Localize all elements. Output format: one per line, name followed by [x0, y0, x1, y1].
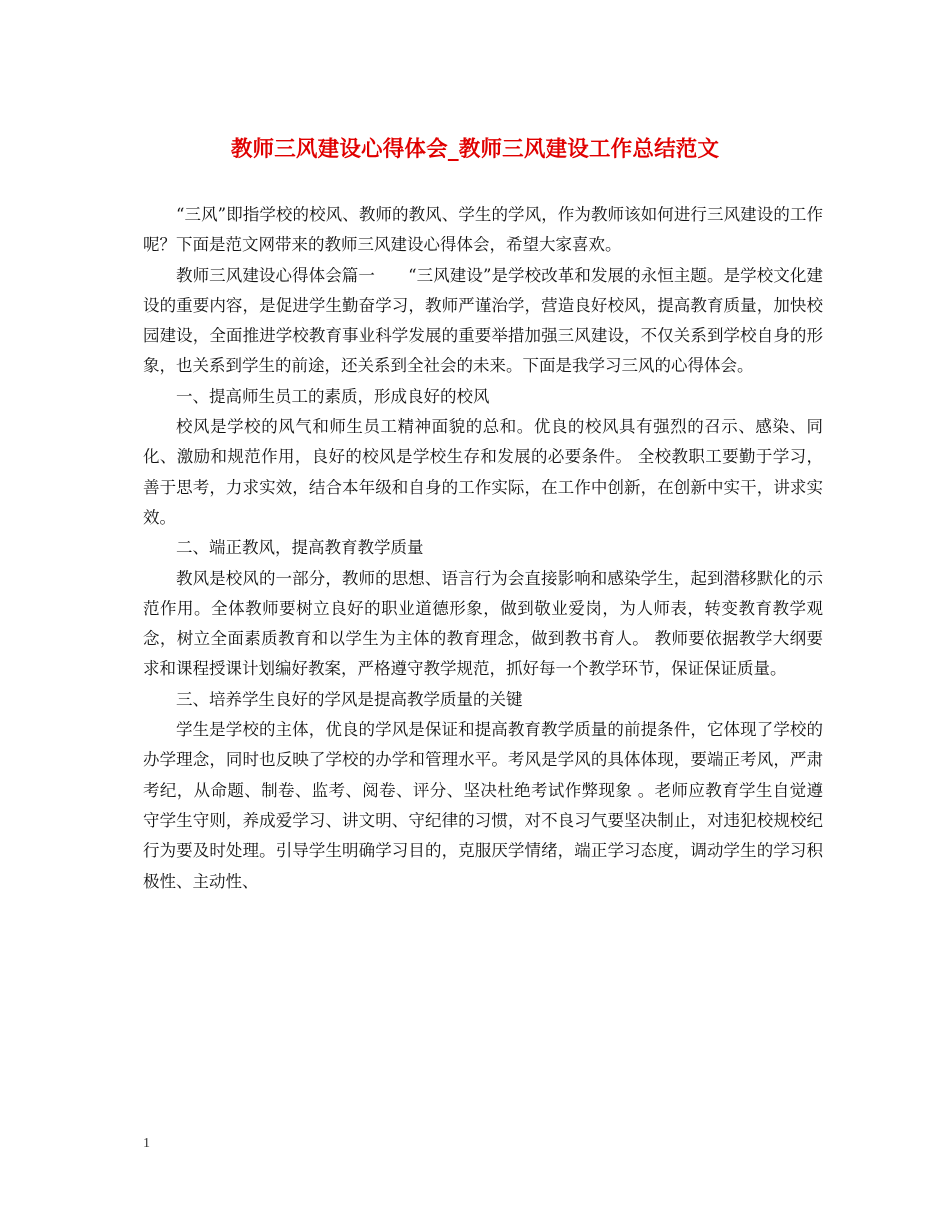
page-number: 1 [143, 1136, 150, 1151]
intro-paragraph: “三风”即指学校的校风、教师的教风、学生的学风，作为教师该如何进行三风建设的工作呢？下面是范文网带来的教师三风建设心得体会，希望大家喜欢。 [143, 205, 823, 255]
heading-study-spirit: 三、培养学生良好的学风是提高教学质量的关键 [176, 689, 523, 709]
teaching-spirit-paragraph: 教风是校风的一部分，教师的思想、语言行为会直接影响和感染学生，起到潜移默化的示范作用。全体教师要树立良好的职业道德形象，做到敬业爱岗，为人师表，转变教育教学观念，树立全面素质教育和以学生为主体的教育理念，做到教书育人。 教师要依据教学大纲要求和课程授课计划编好教案，严格遵守教学规范，抓好每一个教学环节，保证保证质量。 [143, 568, 823, 679]
study-spirit-paragraph: 学生是学校的主体，优良的学风是保证和提高教育教学质量的前提条件，它体现了学校的办学理念，同时也反映了学校的办学和管理水平。考风是学风的具体体现，要端正考风，严肃考纪，从命题、制卷、监考、阅卷、评分、坚决杜绝考试作弊现象 。老师应教育学生自觉遵守学生守则，养成爱学习、讲文明、守纪律的习惯，对不良习气要坚决制止，对违犯校规校纪行为要及时处理。引导学生明确学习目的，克服厌学情绪，端正学习态度，调动学生的学习积极性、主动性、 [143, 720, 823, 891]
school-spirit-paragraph: 校风是学校的风气和师生员工精神面貌的总和。优良的校风具有强烈的召示、感染、同化、激励和规范作用，良好的校风是学校生存和发展的必要条件。 全校教职工要勤于学习，善于思考，力求实效，结合本年级和自身的工作实际，在工作中创新，在创新中实干，讲求实效。 [143, 417, 823, 527]
heading-teaching-spirit: 二、端正教风，提高教育教学质量 [176, 538, 424, 558]
heading-school-spirit: 一、提高师生员工的素质，形成良好的校风 [176, 386, 490, 406]
document-body [143, 200, 823, 897]
document-title: 教师三风建设心得体会_教师三风建设工作总结范文 [230, 137, 720, 162]
section-intro-paragraph: 教师三风建设心得体会篇一 “三风建设”是学校改革和发展的永恒主题。是学校文化建设的重要内容，是促进学生勤奋学习，教师严谨治学，营造良好校风，提高教育质量，加快校园建设，全面推进学校教育事业科学发展的重要举措加强三风建设，不仅关系到学校自身的形象，也关系到学生的前途，还关系到全社会的未来。下面是我学习三风的心得体会。 [143, 265, 823, 376]
